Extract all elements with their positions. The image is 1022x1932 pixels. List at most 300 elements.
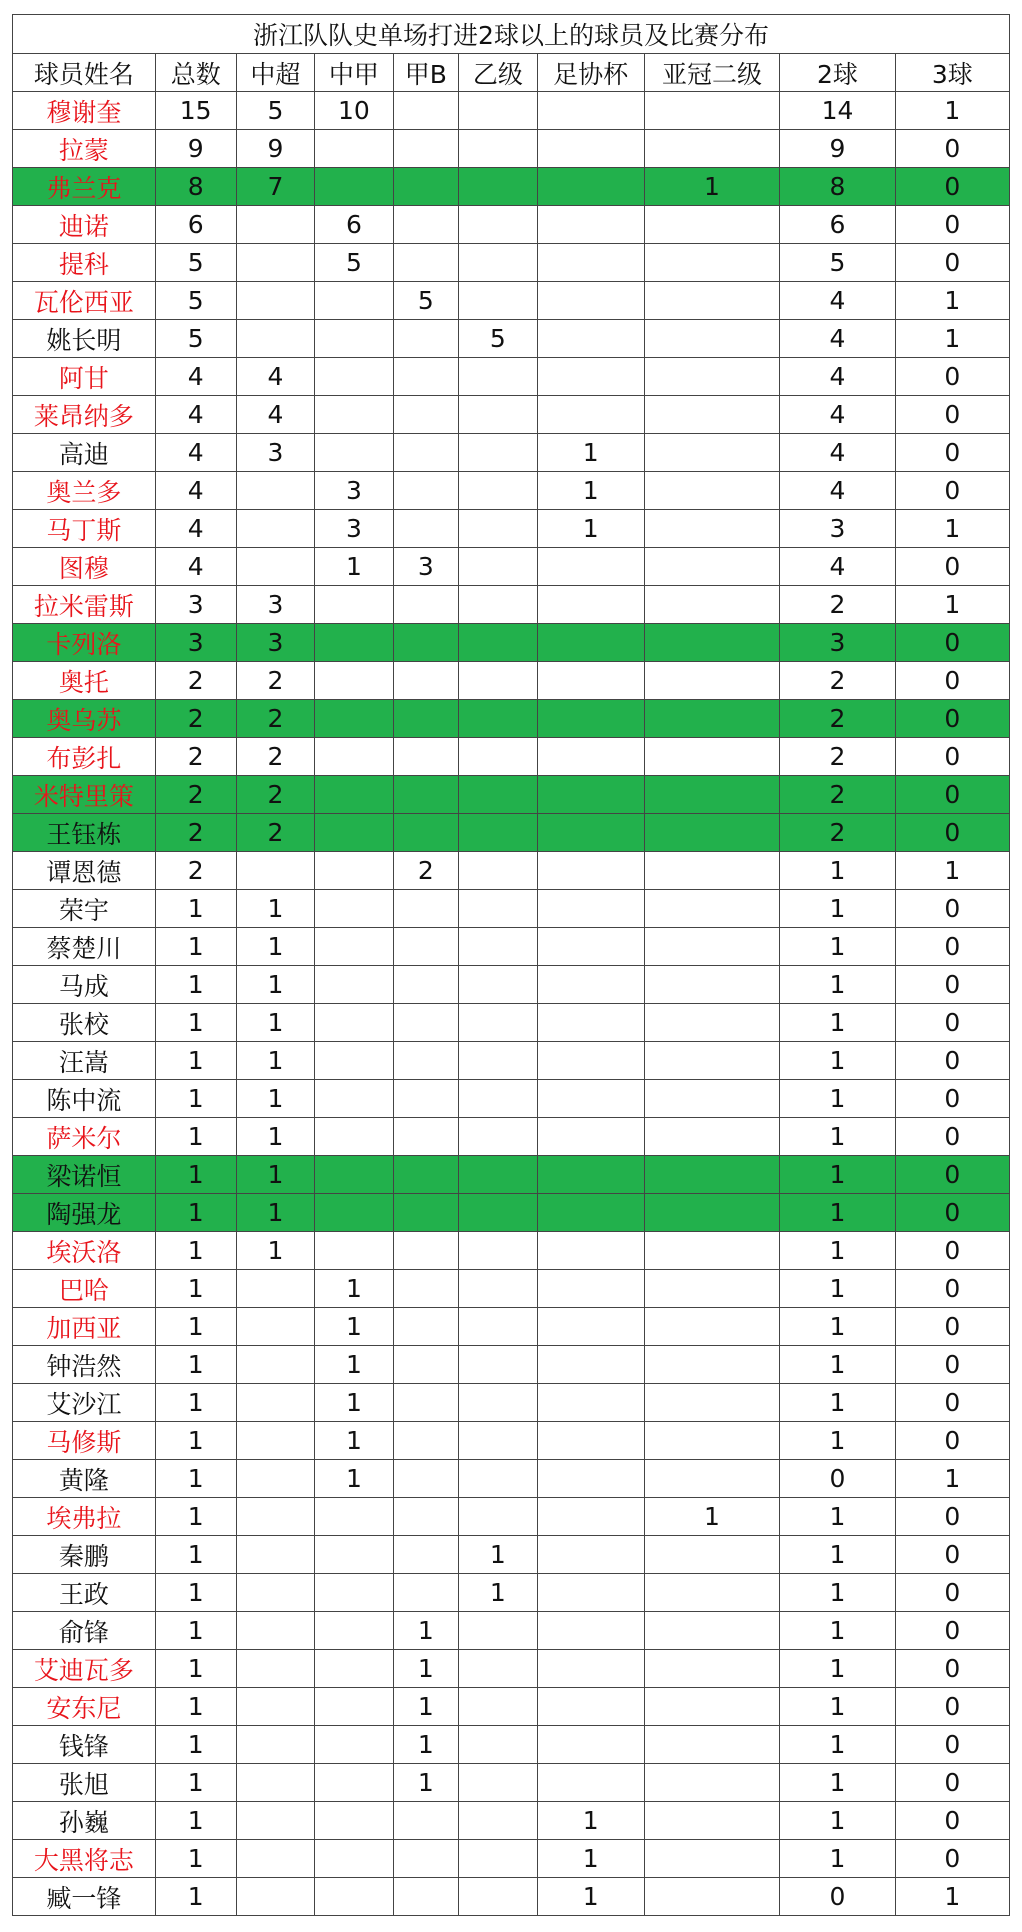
cell-china-league-one (315, 130, 394, 168)
table-row (13, 1232, 1010, 1270)
cell-yi-ji (459, 700, 538, 738)
cell-yi-ji (459, 1612, 538, 1650)
cell-jia-b (393, 1422, 458, 1460)
cell-fa-cup (537, 890, 644, 928)
player-name: 王钰栋 (13, 814, 156, 852)
cell-csl (236, 1688, 315, 1726)
table-row (13, 1118, 1010, 1156)
cell-acl-two (644, 1764, 780, 1802)
cell-csl (236, 1308, 315, 1346)
cell-china-league-one (315, 928, 394, 966)
cell-fa-cup (537, 1460, 644, 1498)
cell-fa-cup (537, 1726, 644, 1764)
table-row (13, 738, 1010, 776)
cell-jia-b (393, 396, 458, 434)
cell-csl: 4 (236, 396, 315, 434)
cell-fa-cup (537, 1536, 644, 1574)
cell-fa-cup (537, 168, 644, 206)
cell-jia-b (393, 966, 458, 1004)
cell-acl-two (644, 130, 780, 168)
cell-china-league-one (315, 1536, 394, 1574)
cell-fa-cup (537, 1156, 644, 1194)
table-row (13, 1650, 1010, 1688)
table-row (13, 510, 1010, 548)
cell-three-goals: 1 (895, 1460, 1009, 1498)
cell-total: 1 (155, 1042, 236, 1080)
cell-three-goals: 0 (895, 624, 1009, 662)
cell-china-league-one (315, 1764, 394, 1802)
table-row (13, 130, 1010, 168)
cell-jia-b (393, 1194, 458, 1232)
cell-three-goals: 1 (895, 1878, 1009, 1916)
cell-china-league-one (315, 1498, 394, 1536)
cell-china-league-one (315, 1840, 394, 1878)
table-row (13, 1764, 1010, 1802)
cell-two-goals: 4 (780, 358, 895, 396)
cell-fa-cup (537, 1004, 644, 1042)
cell-yi-ji (459, 244, 538, 282)
cell-yi-ji (459, 1764, 538, 1802)
table-row (13, 1004, 1010, 1042)
cell-jia-b (393, 130, 458, 168)
cell-three-goals: 0 (895, 1726, 1009, 1764)
cell-yi-ji (459, 1270, 538, 1308)
cell-two-goals: 5 (780, 244, 895, 282)
cell-acl-two (644, 1688, 780, 1726)
cell-three-goals: 0 (895, 700, 1009, 738)
cell-acl-two: 1 (644, 1498, 780, 1536)
cell-acl-two (644, 1004, 780, 1042)
player-name: 张旭 (13, 1764, 156, 1802)
cell-csl: 2 (236, 700, 315, 738)
cell-two-goals: 14 (780, 92, 895, 130)
header-two-goals: 2球 (780, 54, 895, 92)
cell-three-goals: 0 (895, 1498, 1009, 1536)
table-row (13, 1726, 1010, 1764)
header-yi-ji: 乙级 (459, 54, 538, 92)
cell-china-league-one (315, 1080, 394, 1118)
cell-two-goals: 2 (780, 814, 895, 852)
cell-jia-b (393, 1156, 458, 1194)
cell-total: 4 (155, 548, 236, 586)
cell-csl: 3 (236, 434, 315, 472)
cell-acl-two (644, 776, 780, 814)
cell-fa-cup (537, 1346, 644, 1384)
cell-total: 2 (155, 700, 236, 738)
cell-jia-b (393, 1270, 458, 1308)
cell-yi-ji (459, 1004, 538, 1042)
player-name: 大黑将志 (13, 1840, 156, 1878)
cell-three-goals: 0 (895, 738, 1009, 776)
cell-three-goals: 0 (895, 1384, 1009, 1422)
cell-china-league-one: 1 (315, 1422, 394, 1460)
cell-csl: 1 (236, 1194, 315, 1232)
cell-jia-b: 2 (393, 852, 458, 890)
cell-acl-two (644, 1042, 780, 1080)
cell-china-league-one (315, 1232, 394, 1270)
cell-yi-ji (459, 92, 538, 130)
cell-three-goals: 0 (895, 1156, 1009, 1194)
cell-csl (236, 1498, 315, 1536)
header-csl: 中超 (236, 54, 315, 92)
cell-two-goals: 1 (780, 1688, 895, 1726)
player-name: 梁诺恒 (13, 1156, 156, 1194)
cell-acl-two (644, 966, 780, 1004)
cell-two-goals: 4 (780, 282, 895, 320)
cell-jia-b (393, 1384, 458, 1422)
cell-total: 4 (155, 472, 236, 510)
cell-jia-b (393, 738, 458, 776)
cell-jia-b (393, 700, 458, 738)
cell-fa-cup (537, 1650, 644, 1688)
cell-total: 1 (155, 928, 236, 966)
cell-yi-ji: 1 (459, 1536, 538, 1574)
cell-csl: 9 (236, 130, 315, 168)
cell-china-league-one (315, 586, 394, 624)
cell-yi-ji (459, 1726, 538, 1764)
cell-three-goals: 0 (895, 1042, 1009, 1080)
cell-yi-ji (459, 890, 538, 928)
cell-two-goals: 1 (780, 928, 895, 966)
table-row (13, 1042, 1010, 1080)
cell-fa-cup (537, 700, 644, 738)
table-row (13, 206, 1010, 244)
cell-csl (236, 1840, 315, 1878)
cell-three-goals: 0 (895, 1650, 1009, 1688)
cell-total: 6 (155, 206, 236, 244)
cell-china-league-one (315, 1688, 394, 1726)
cell-csl (236, 852, 315, 890)
cell-total: 1 (155, 1536, 236, 1574)
cell-fa-cup (537, 1574, 644, 1612)
cell-acl-two (644, 738, 780, 776)
table-row (13, 890, 1010, 928)
cell-three-goals: 0 (895, 358, 1009, 396)
cell-two-goals: 2 (780, 700, 895, 738)
cell-csl (236, 548, 315, 586)
cell-two-goals: 1 (780, 890, 895, 928)
cell-three-goals: 1 (895, 510, 1009, 548)
cell-yi-ji: 1 (459, 1574, 538, 1612)
cell-total: 4 (155, 434, 236, 472)
cell-three-goals: 0 (895, 434, 1009, 472)
cell-two-goals: 1 (780, 1232, 895, 1270)
cell-yi-ji (459, 1650, 538, 1688)
cell-acl-two (644, 1878, 780, 1916)
cell-yi-ji (459, 472, 538, 510)
table-row (13, 1422, 1010, 1460)
cell-acl-two (644, 1574, 780, 1612)
cell-two-goals: 1 (780, 1080, 895, 1118)
cell-three-goals: 0 (895, 1764, 1009, 1802)
cell-china-league-one (315, 434, 394, 472)
table-row (13, 1840, 1010, 1878)
cell-fa-cup: 1 (537, 434, 644, 472)
cell-acl-two (644, 814, 780, 852)
cell-jia-b: 3 (393, 548, 458, 586)
cell-fa-cup (537, 1422, 644, 1460)
cell-csl (236, 1612, 315, 1650)
cell-fa-cup (537, 206, 644, 244)
table-row (13, 776, 1010, 814)
cell-total: 1 (155, 1498, 236, 1536)
cell-fa-cup (537, 358, 644, 396)
cell-acl-two (644, 1460, 780, 1498)
cell-jia-b (393, 1308, 458, 1346)
header-total: 总数 (155, 54, 236, 92)
cell-fa-cup (537, 1498, 644, 1536)
cell-two-goals: 1 (780, 1612, 895, 1650)
cell-jia-b (393, 1042, 458, 1080)
cell-csl (236, 320, 315, 358)
cell-jia-b: 1 (393, 1764, 458, 1802)
cell-two-goals: 1 (780, 1118, 895, 1156)
cell-jia-b (393, 168, 458, 206)
cell-china-league-one (315, 814, 394, 852)
player-name: 安东尼 (13, 1688, 156, 1726)
cell-jia-b (393, 320, 458, 358)
cell-two-goals: 1 (780, 1156, 895, 1194)
cell-yi-ji (459, 1118, 538, 1156)
cell-two-goals: 1 (780, 1764, 895, 1802)
cell-yi-ji (459, 130, 538, 168)
cell-fa-cup (537, 586, 644, 624)
cell-three-goals: 0 (895, 130, 1009, 168)
cell-jia-b: 1 (393, 1688, 458, 1726)
cell-three-goals: 0 (895, 890, 1009, 928)
player-name: 迪诺 (13, 206, 156, 244)
cell-total: 1 (155, 1004, 236, 1042)
header-three-goals: 3球 (895, 54, 1009, 92)
cell-three-goals: 0 (895, 1270, 1009, 1308)
cell-yi-ji (459, 1840, 538, 1878)
cell-acl-two (644, 1232, 780, 1270)
cell-two-goals: 1 (780, 1840, 895, 1878)
cell-csl: 7 (236, 168, 315, 206)
cell-fa-cup (537, 1232, 644, 1270)
cell-total: 2 (155, 852, 236, 890)
header-acl-two: 亚冠二级 (644, 54, 780, 92)
cell-china-league-one (315, 282, 394, 320)
cell-total: 8 (155, 168, 236, 206)
cell-three-goals: 0 (895, 1840, 1009, 1878)
cell-three-goals: 0 (895, 1536, 1009, 1574)
cell-csl: 1 (236, 966, 315, 1004)
table-row (13, 1346, 1010, 1384)
cell-csl: 5 (236, 92, 315, 130)
cell-china-league-one: 3 (315, 510, 394, 548)
cell-china-league-one (315, 1194, 394, 1232)
table-row (13, 92, 1010, 130)
cell-fa-cup: 1 (537, 1802, 644, 1840)
table-row (13, 1802, 1010, 1840)
cell-china-league-one (315, 1118, 394, 1156)
table-row (13, 548, 1010, 586)
cell-three-goals: 0 (895, 1308, 1009, 1346)
player-name: 钱锋 (13, 1726, 156, 1764)
player-name: 艾迪瓦多 (13, 1650, 156, 1688)
cell-jia-b (393, 1802, 458, 1840)
player-name: 马成 (13, 966, 156, 1004)
cell-china-league-one (315, 700, 394, 738)
cell-two-goals: 1 (780, 1802, 895, 1840)
cell-total: 9 (155, 130, 236, 168)
cell-acl-two (644, 1384, 780, 1422)
player-name: 布彭扎 (13, 738, 156, 776)
player-name: 加西亚 (13, 1308, 156, 1346)
cell-total: 1 (155, 1840, 236, 1878)
cell-china-league-one (315, 662, 394, 700)
cell-two-goals: 1 (780, 1498, 895, 1536)
cell-china-league-one (315, 320, 394, 358)
cell-china-league-one (315, 358, 394, 396)
cell-jia-b (393, 244, 458, 282)
table-row (13, 1460, 1010, 1498)
cell-acl-two (644, 662, 780, 700)
cell-three-goals: 0 (895, 396, 1009, 434)
cell-csl: 1 (236, 1004, 315, 1042)
cell-acl-two (644, 1802, 780, 1840)
cell-two-goals: 2 (780, 738, 895, 776)
cell-yi-ji (459, 662, 538, 700)
table-row (13, 1498, 1010, 1536)
cell-china-league-one (315, 738, 394, 776)
cell-three-goals: 0 (895, 1004, 1009, 1042)
cell-acl-two (644, 92, 780, 130)
player-name: 弗兰克 (13, 168, 156, 206)
cell-three-goals: 0 (895, 1574, 1009, 1612)
table-row (13, 244, 1010, 282)
cell-total: 1 (155, 890, 236, 928)
cell-total: 4 (155, 358, 236, 396)
table-row (13, 282, 1010, 320)
cell-csl (236, 1650, 315, 1688)
cell-total: 1 (155, 1878, 236, 1916)
cell-acl-two (644, 1346, 780, 1384)
cell-two-goals: 1 (780, 852, 895, 890)
cell-yi-ji (459, 1346, 538, 1384)
cell-three-goals: 0 (895, 1118, 1009, 1156)
cell-total: 2 (155, 738, 236, 776)
cell-china-league-one (315, 1042, 394, 1080)
cell-yi-ji (459, 1080, 538, 1118)
player-name: 黄隆 (13, 1460, 156, 1498)
cell-three-goals: 0 (895, 1422, 1009, 1460)
cell-two-goals: 2 (780, 662, 895, 700)
cell-three-goals: 0 (895, 472, 1009, 510)
cell-two-goals: 1 (780, 1042, 895, 1080)
cell-two-goals: 3 (780, 624, 895, 662)
table-row (13, 1878, 1010, 1916)
cell-total: 1 (155, 1574, 236, 1612)
cell-fa-cup (537, 548, 644, 586)
cell-fa-cup (537, 966, 644, 1004)
cell-three-goals: 0 (895, 928, 1009, 966)
cell-acl-two (644, 1536, 780, 1574)
table-row (13, 1194, 1010, 1232)
cell-acl-two (644, 1308, 780, 1346)
cell-total: 5 (155, 244, 236, 282)
cell-china-league-one: 1 (315, 1270, 394, 1308)
table-row (13, 814, 1010, 852)
cell-two-goals: 1 (780, 966, 895, 1004)
table-row (13, 1308, 1010, 1346)
cell-china-league-one (315, 1004, 394, 1042)
cell-two-goals: 1 (780, 1650, 895, 1688)
cell-fa-cup (537, 738, 644, 776)
table-row (13, 1574, 1010, 1612)
cell-three-goals: 0 (895, 548, 1009, 586)
cell-csl: 1 (236, 1080, 315, 1118)
cell-csl (236, 472, 315, 510)
cell-total: 4 (155, 510, 236, 548)
cell-three-goals: 0 (895, 168, 1009, 206)
cell-two-goals: 1 (780, 1574, 895, 1612)
cell-three-goals: 1 (895, 282, 1009, 320)
table-row (13, 1384, 1010, 1422)
cell-csl: 1 (236, 1156, 315, 1194)
cell-yi-ji (459, 1422, 538, 1460)
cell-csl (236, 1346, 315, 1384)
player-name: 穆谢奎 (13, 92, 156, 130)
cell-jia-b (393, 662, 458, 700)
player-name: 拉蒙 (13, 130, 156, 168)
cell-csl: 4 (236, 358, 315, 396)
cell-total: 3 (155, 586, 236, 624)
cell-acl-two (644, 206, 780, 244)
cell-fa-cup (537, 852, 644, 890)
cell-jia-b (393, 1574, 458, 1612)
cell-total: 4 (155, 396, 236, 434)
cell-jia-b: 5 (393, 282, 458, 320)
cell-china-league-one: 5 (315, 244, 394, 282)
cell-jia-b (393, 586, 458, 624)
cell-fa-cup (537, 1118, 644, 1156)
cell-csl (236, 1536, 315, 1574)
cell-csl: 1 (236, 890, 315, 928)
table-row (13, 662, 1010, 700)
cell-china-league-one (315, 1726, 394, 1764)
cell-two-goals: 1 (780, 1194, 895, 1232)
cell-jia-b (393, 1004, 458, 1042)
cell-total: 1 (155, 1232, 236, 1270)
cell-three-goals: 1 (895, 586, 1009, 624)
cell-yi-ji (459, 1878, 538, 1916)
cell-acl-two: 1 (644, 168, 780, 206)
cell-acl-two (644, 1612, 780, 1650)
cell-total: 1 (155, 1612, 236, 1650)
cell-three-goals: 0 (895, 966, 1009, 1004)
cell-acl-two (644, 586, 780, 624)
cell-fa-cup (537, 776, 644, 814)
cell-china-league-one (315, 1574, 394, 1612)
cell-total: 5 (155, 320, 236, 358)
cell-acl-two (644, 320, 780, 358)
cell-china-league-one: 1 (315, 548, 394, 586)
cell-fa-cup (537, 662, 644, 700)
header-fa-cup: 足协杯 (537, 54, 644, 92)
cell-yi-ji (459, 548, 538, 586)
cell-acl-two (644, 1726, 780, 1764)
cell-total: 1 (155, 1156, 236, 1194)
cell-jia-b (393, 1536, 458, 1574)
cell-two-goals: 9 (780, 130, 895, 168)
table-row (13, 1612, 1010, 1650)
player-name: 谭恩德 (13, 852, 156, 890)
player-name: 奥托 (13, 662, 156, 700)
table-row (13, 928, 1010, 966)
cell-yi-ji (459, 624, 538, 662)
